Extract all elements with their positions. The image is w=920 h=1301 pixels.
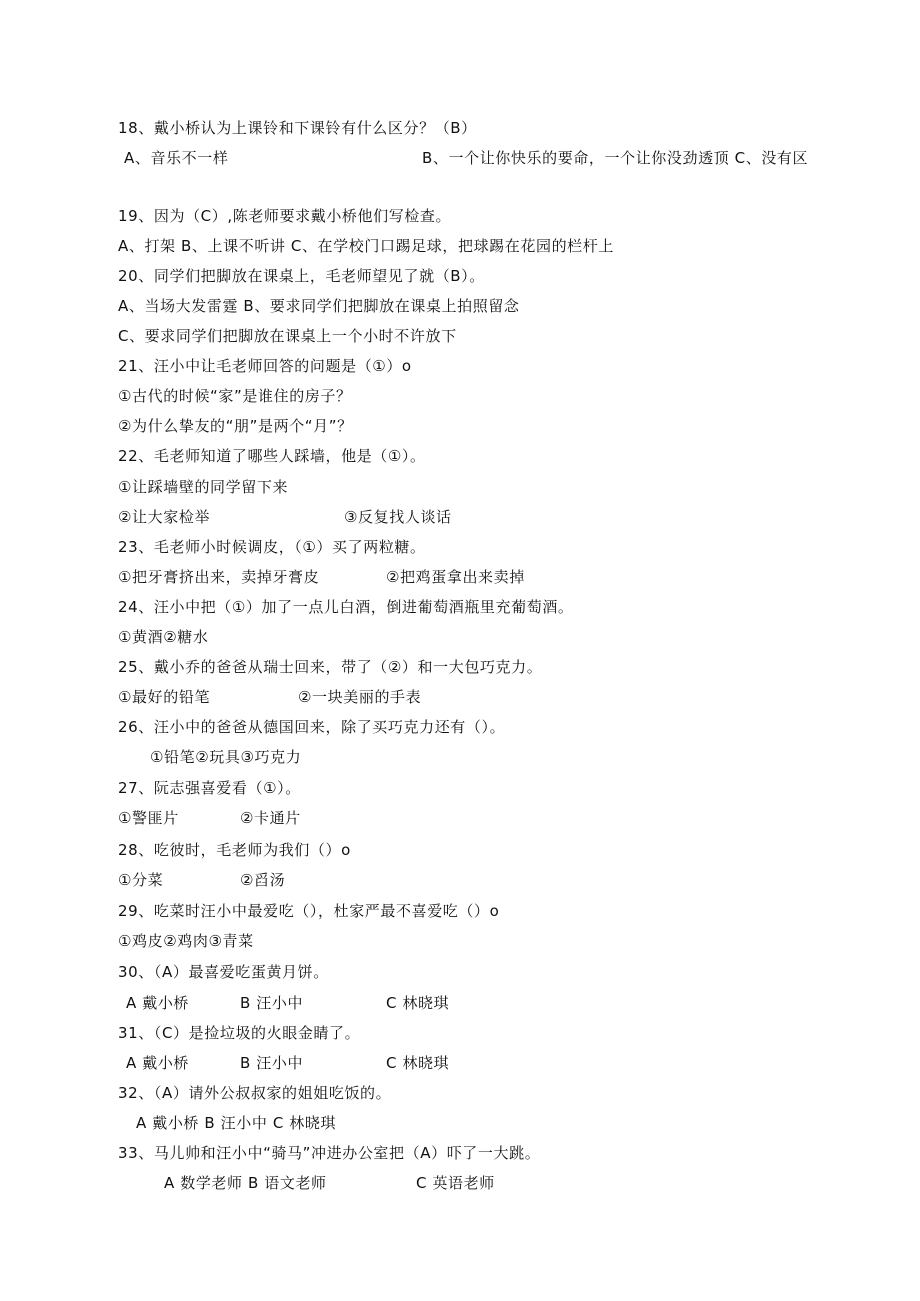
option-1: ①最好的铅笔 [118,688,211,706]
question-21-option-1: ①古代的时候“家”是谁住的房子？ [118,387,352,405]
question-20-options-ab: A、当场大发雷霆 B、要求同学们把脚放在课桌上拍照留念 [118,297,520,315]
question-18: 18、戴小桥认为上课铃和下课铃有什么区分？（B） [118,119,477,137]
question-21-option-2: ②为什么挚友的“朋”是两个“月”？ [118,417,353,435]
question-29: 29、吃菜时汪小中最爱吃（），杜家严最不喜爱吃（）o [118,902,500,920]
question-20: 20、同学们把脚放在课桌上，毛老师望见了就（B）。 [118,267,485,285]
option-3: ③反复找人谈话 [344,508,452,526]
option-a-b: A 数学老师 B 语文老师 [164,1174,327,1192]
question-22-option-1: ①让踩墙壁的同学留下来 [118,478,289,496]
question-19: 19、因为（C）,陈老师要求戴小桥他们写检查。 [118,207,452,225]
option-a: A 戴小桥 [126,994,190,1012]
question-24: 24、汪小中把（①）加了一点儿白酒，倒进葡萄酒瓶里充葡萄酒。 [118,598,574,616]
option-2: ②一块美丽的手表 [298,688,422,706]
option-b-c: B、一个让你快乐的要命，一个让你没劲透顶 C、没有区 [422,149,809,167]
question-29-options: ①鸡皮②鸡肉③青菜 [118,932,254,950]
question-27: 27、阮志强喜爱看（①）。 [118,779,301,797]
question-23: 23、毛老师小时候调皮，（①）买了两粒糖。 [118,538,426,556]
option-1: ①分菜 [118,871,164,889]
question-33: 33、马儿帅和汪小中“骑马”冲进办公室把（A）吓了一大跳。 [118,1144,541,1162]
question-30: 30、（A）最喜爱吃蛋黄月饼。 [118,963,329,981]
question-19-options: A、打架 B、上课不听讲 C、在学校门口踢足球，把球踢在花园的栏杆上 [118,237,614,255]
option-b: B 汪小中 [240,994,304,1012]
question-26-options: ①铅笔②玩具③巧克力 [150,748,302,766]
question-32-options: A 戴小桥 B 汪小中 C 林晓琪 [136,1114,337,1132]
option-1: ①把牙膏挤出来，卖掉牙膏皮 [118,568,320,586]
option-a: A、音乐不一样 [124,149,229,167]
option-c: C 英语老师 [416,1174,495,1192]
option-c: C 林晓琪 [386,1054,450,1072]
option-1: ①警匪片 [118,809,179,827]
option-2: ②卡通片 [240,809,301,827]
question-22: 22、毛老师知道了哪些人踩墙，他是（①）。 [118,447,426,465]
question-21: 21、汪小中让毛老师回答的问题是（①）o [118,357,412,375]
question-26: 26、汪小中的爸爸从德国回来，除了买巧克力还有（）。 [118,718,506,736]
option-2: ②把鸡蛋拿出来卖掉 [386,568,525,586]
question-20-option-c: C、要求同学们把脚放在课桌上一个小时不许放下 [118,327,457,345]
question-28: 28、吃彼时，毛老师为我们（）o [118,841,351,859]
question-25: 25、戴小乔的爸爸从瑞士回来，带了（②）和一大包巧克力。 [118,658,543,676]
option-a: A 戴小桥 [126,1054,190,1072]
question-32: 32、（A）请外公叔叔家的姐姐吃饭的。 [118,1084,392,1102]
option-b: B 汪小中 [240,1054,304,1072]
question-24-options: ①黄酒②糖水 [118,628,209,646]
option-c: C 林晓琪 [386,994,450,1012]
option-2: ②舀汤 [240,871,286,889]
question-31: 31、（C）是捡垃圾的火眼金睛了。 [118,1024,361,1042]
option-2: ②让大家检举 [118,508,211,526]
